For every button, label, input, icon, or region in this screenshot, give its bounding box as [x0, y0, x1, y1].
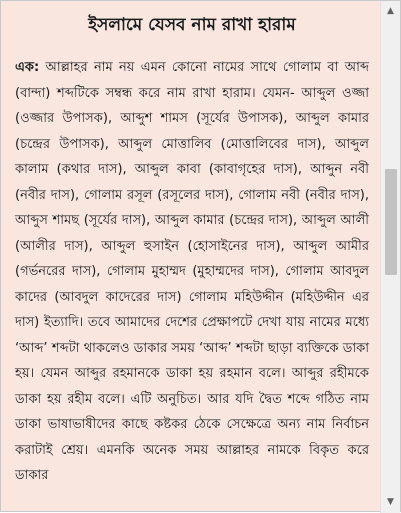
scrollbar-thumb[interactable]: [385, 169, 397, 275]
scroll-up-arrow-icon[interactable]: ▲: [387, 6, 394, 16]
article-body-paragraph: [15, 55, 369, 489]
article-content: [1, 1, 381, 513]
article-body-text: আল্লাহর নাম নয় এমন কোনো নামের সাথে গোলাম বা আব্দ (বান্দা) শব্দটিকে সম্বন্ধ করে নাম রাখা হারাম। যেমন- আব্দুল ওজ্জা (ওজ্জার উপাসক), আব্দুশ শামস (সূর্যের উপাসক), আব্দুল কামার (চন্দ্রের উপাসক), আব্দুল মোত্তালিব (মোত্তালিবের দাস), আব্দুল কালাম (কথার দাস), আব্দুল কাবা (কাবাগৃহের দাস), আব্দুন নবী (নবীর দাস), গোলাম রসূল (রসূলের দাস), গোলাম নবী (নবীর দাস), আব্দুস শামছ (সূর্যের দাস), আব্দুল কামার (চন্দ্রের দাস), আব্দুল আলী (আলীর দাস), আব্দুল হুসাইন (হোসাইনের দাস), আব্দুল আমীর (গর্ভনরের দাস), গোলাম মুহাম্মদ (মুহাম্মদের দাস), গোলাম আবদুল কাদের (আবদুল কাদেরের দাস) গোলাম মহিউদ্দীন (মহিউদ্দীন এর দাস) ইত্যাদি। তবে আমাদের দেশের প্রেক্ষাপটে দেখা যায় নামের মধ্যে ‘আব্দ’ শব্দটা থাকলেও ডাকার সময় ‘আব্দ’ শব্দটা ছাড়া ব্যক্তিকে ডাকা হয়। যেমন আব্দুর রহমানকে ডাকা হয় রহমান বলে। আব্দুর রহীমকে ডাকা হয় রহীম বলে। এটি অনুচিত। আর যদি দ্বৈত শব্দে গঠিত নাম ডাকা ভাষাভাষীদের কাছে কষ্টকর ঠেকে সেক্ষেত্রে অন্য নাম নির্বাচন করাটাই শ্রেয়। এমনকি অনেক সময় আল্লাহর নামকে বিকৃত করে ডাকার: [15, 60, 369, 483]
article-title: ইসলামে যেসব নাম রাখা হারাম: [88, 15, 296, 35]
vertical-scrollbar[interactable]: [380, 1, 400, 513]
scroll-down-arrow-icon[interactable]: ▼: [387, 497, 394, 507]
article-lead-label: এক:: [15, 60, 40, 75]
